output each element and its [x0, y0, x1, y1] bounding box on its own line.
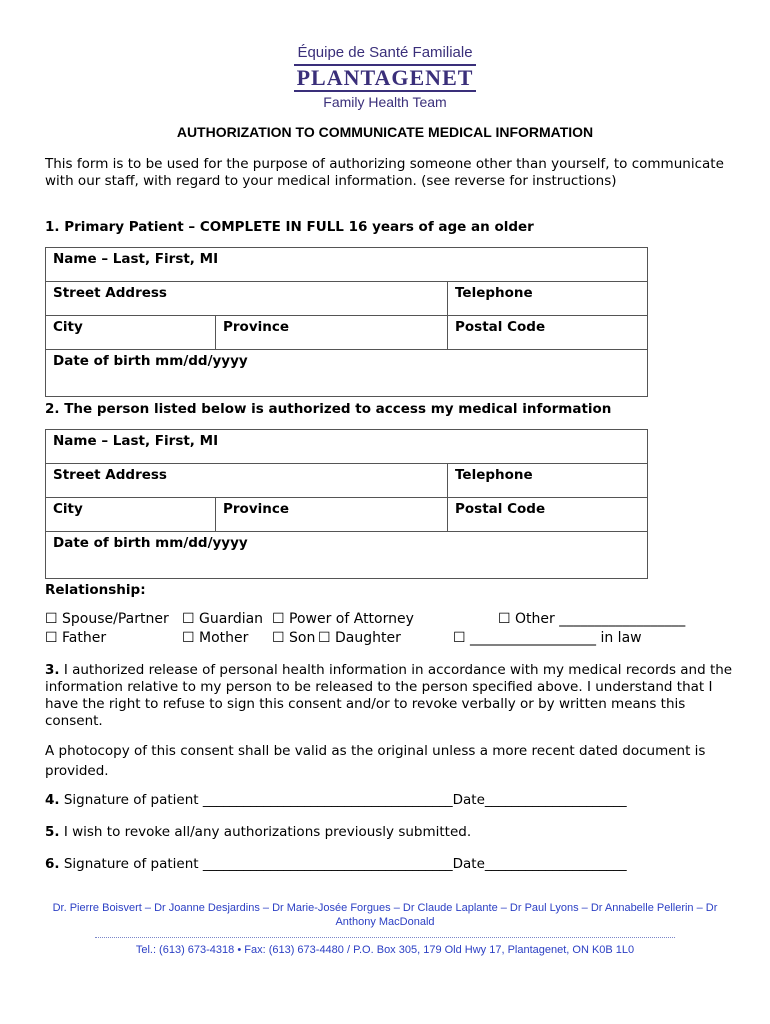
footer-doctors: Dr. Pierre Boisvert – Dr Joanne Desjardins – Dr Marie-Josée Forgues – Dr Claude Laplante – Dr Paul Lyons – Dr Annabelle Pellerin – Dr Anthony MacDonald	[52, 902, 718, 928]
relationship-spouse-option[interactable]: ☐ Spouse/Partner	[45, 611, 169, 627]
intro-text: This form is to be used for the purpose of authorizing someone other than yourself, to communicate with our staff, with regard to your medical information. (see reverse for instructions)	[45, 156, 724, 189]
relationship-label: Relationship:	[45, 582, 146, 598]
section2-heading: 2. The person listed below is authorized to access my medical information	[45, 401, 612, 417]
item6-number: 6.	[45, 856, 60, 872]
authorized-name-field[interactable]: Name – Last, First, MI	[46, 430, 648, 464]
relationship-poa-option[interactable]: ☐ Power of Attorney	[272, 611, 414, 627]
item4-signature-line[interactable]	[45, 792, 735, 809]
item6-signature-line[interactable]	[45, 856, 735, 873]
authorized-postal-field[interactable]: Postal Code	[448, 498, 648, 532]
photocopy-notice: A photocopy of this consent shall be valid as the original unless a more recent dated document is provided.	[45, 743, 706, 779]
patient-street-field[interactable]: Street Address	[46, 282, 448, 316]
footer-divider	[95, 937, 675, 938]
relationship-spouse-label: Spouse/Partner	[62, 611, 169, 627]
relationship-daughter-option[interactable]: ☐ Daughter	[318, 630, 401, 646]
form-title: AUTHORIZATION TO COMMUNICATE MEDICAL INFORMATION	[176, 124, 594, 140]
authorized-person-table	[45, 429, 648, 579]
item3-number: 3.	[45, 662, 60, 678]
footer-contact: Tel.: (613) 673-4318 • Fax: (613) 673-4480 / P.O. Box 305, 179 Old Hwy 17, Plantagenet, ON K0B 1L0	[135, 944, 635, 956]
item3-body: I authorized release of personal health information in accordance with my medical records and the information relative to my person to be released to the person specified above. I understand that I have the right to refuse to sign this consent and/or to revoke verbally or by written means this consent.	[45, 662, 733, 729]
item3-consent-text	[45, 662, 735, 730]
patient-province-field[interactable]: Province	[216, 316, 448, 350]
authorized-telephone-field[interactable]: Telephone	[448, 464, 648, 498]
clinic-logo	[290, 44, 480, 110]
relationship-father-option[interactable]: ☐ Father	[45, 630, 107, 646]
authorized-dob-field[interactable]: Date of birth mm/dd/yyyy	[46, 532, 648, 579]
item5-body: I wish to revoke all/any authorizations previously submitted.	[63, 824, 472, 840]
patient-info-table	[45, 247, 648, 397]
relationship-in-law-option[interactable]: ☐ __________________ in law	[453, 630, 642, 646]
patient-telephone-field[interactable]: Telephone	[448, 282, 648, 316]
patient-name-field[interactable]: Name – Last, First, MI	[46, 248, 648, 282]
patient-city-field[interactable]: City	[46, 316, 216, 350]
relationship-daughter-label: Daughter	[335, 630, 401, 646]
authorized-province-field[interactable]: Province	[216, 498, 448, 532]
item4-body: Signature of patient _____________________________________Date_____________________	[63, 792, 627, 808]
section1-heading: 1. Primary Patient – COMPLETE IN FULL 16 years of age an older	[45, 219, 534, 235]
relationship-poa-label: Power of Attorney	[289, 611, 414, 627]
relationship-other-option[interactable]: ☐ Other __________________	[498, 611, 686, 627]
logo-wordmark: PLANTAGENET	[294, 64, 476, 92]
patient-dob-field[interactable]: Date of birth mm/dd/yyyy	[46, 350, 648, 397]
patient-postal-field[interactable]: Postal Code	[448, 316, 648, 350]
logo-french-name: Équipe de Santé Familiale	[297, 44, 473, 61]
logo-english-name: Family Health Team	[323, 94, 447, 110]
item4-number: 4.	[45, 792, 60, 808]
authorized-city-field[interactable]: City	[46, 498, 216, 532]
item6-body: Signature of patient _____________________________________Date_____________________	[63, 856, 627, 872]
relationship-mother-option[interactable]: ☐ Mother	[182, 630, 249, 646]
authorized-street-field[interactable]: Street Address	[46, 464, 448, 498]
relationship-mother-label: Mother	[199, 630, 249, 646]
relationship-son-label: Son	[289, 630, 316, 646]
relationship-father-label: Father	[62, 630, 107, 646]
relationship-in-law-label: __________________ in law	[470, 630, 642, 646]
item5-revoke-text	[45, 824, 735, 841]
relationship-son-option[interactable]: ☐ Son	[272, 630, 316, 646]
relationship-guardian-label: Guardian	[199, 611, 264, 627]
relationship-other-label: Other __________________	[515, 611, 686, 627]
relationship-guardian-option[interactable]: ☐ Guardian	[182, 611, 264, 627]
item5-number: 5.	[45, 824, 60, 840]
